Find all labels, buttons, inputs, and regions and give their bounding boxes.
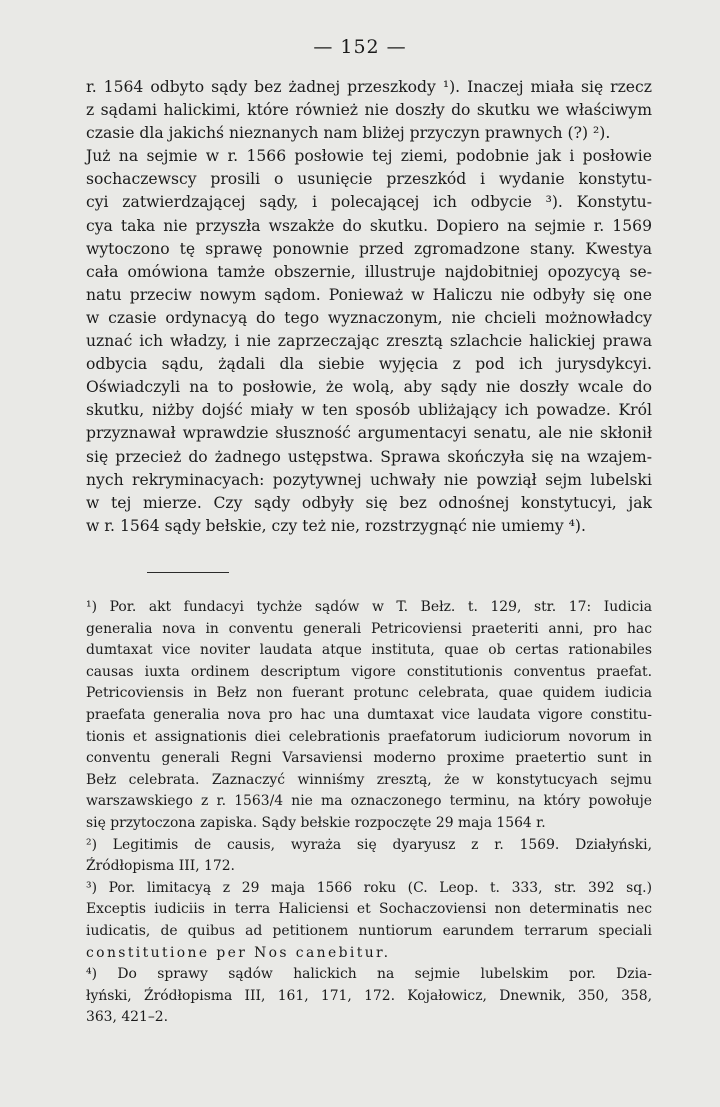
footnote-line: warszawskiego z r. 1563/4 nie ma oznaczonego terminu, na który powołuje [86, 793, 652, 810]
body-line: w r. 1564 sądy bełskie, czy też nie, rozstrzygnąć nie umiemy ⁴). [86, 516, 586, 535]
body-line: Już na sejmie w r. 1566 posłowie tej ziemi, podobnie jak i posłowie [86, 147, 652, 166]
footnote-line: tionis et assignationis diei celebrationis praefatorum iudiciorum novorum in [86, 728, 652, 745]
footnote-line: conventu generali Regni Varsaviensi moderno proxime praetertio sunt in [86, 750, 652, 767]
body-line: w tej mierze. Czy sądy odbyły się bez odnośnej konstytucyi, jak [86, 493, 652, 512]
footnote-line: 363, 421–2. [86, 1009, 169, 1026]
footnotes [86, 597, 652, 1029]
body-line: w czasie ordynacyą do tego wyznaczonym, nie chcieli możnowładcy [86, 308, 652, 327]
body-line: przyznawał wprawdzie słuszność argumentacyi senatu, ale nie skłonił [86, 424, 652, 443]
body-line: nych rekryminacyach: pozytywnej uchwały nie powziął sejm lubelski [86, 470, 652, 489]
body-line: skutku, niżby dojść miały w ten sposób ubliżający ich powadze. Król [86, 401, 652, 420]
body-line: czasie dla jakichś nieznanych nam bliżej przyczyn prawnych (?) ²). [86, 124, 611, 143]
footnote-line: dumtaxat vice noviter laudata atque instituta, quae ob certas rationabiles [86, 642, 652, 659]
footnote-line: Exceptis iudiciis in terra Haliciensi et Sochaczoviensi non determinatis nec [86, 901, 652, 918]
footnote-1 [86, 597, 652, 835]
body-line: z sądami halickimi, które również nie doszły do skutku we właściwym [86, 101, 652, 120]
footnote-3 [86, 878, 652, 964]
footnote-line: constitutione per Nos canebitur. [86, 944, 391, 961]
footnote-line: iudicatis, de quibus ad petitionem nuntiorum earundem terrarum speciali [86, 922, 652, 939]
body-line: wytoczono tę sprawę ponownie przed zgromadzone stany. Kwestya [86, 239, 652, 258]
body-line: sochaczewscy prosili o usunięcie przeszkód i wydanie konstytu- [86, 170, 652, 189]
footnote-line: ⁴) Do sprawy sądów halickich na sejmie lubelskim por. Dzia- [86, 966, 652, 983]
main-text [86, 76, 652, 538]
body-line: natu przeciw nowym sądom. Ponieważ w Haliczu nie odbyły się one [86, 285, 652, 304]
footnote-line: się przytoczona zapiska. Sądy bełskie rozpoczęte 29 maja 1564 r. [86, 814, 546, 831]
body-line: cyi zatwierdzającej sądy, i polecającej ich odbycie ³). Konstytu- [86, 193, 652, 212]
footnote-line: Petricoviensis in Bełz non fuerant protunc celebrata, quae quidem iudicia [86, 685, 652, 702]
footnote-line: generalia nova in conventu generali Petricoviensi praeteriti anni, pro hac [86, 620, 652, 637]
footnote-line: ¹) Por. akt fundacyi tychże sądów w T. Bełz. t. 129, str. 17: Iudicia [86, 599, 652, 615]
footnote-line: łyński, Źródłopisma III, 161, 171, 172. Kojałowicz, Dnewnik, 350, 358, [86, 987, 652, 1004]
footnote-2 [86, 835, 652, 878]
body-line: się przecież do żadnego ustępstwa. Sprawa skończyła się na wzajem- [86, 447, 652, 466]
footnote-line: Bełz celebrata. Zaznaczyć winniśmy zresztą, że w konstytucyach sejmu [86, 771, 652, 788]
footnote-4 [86, 964, 652, 1029]
page-number: — 152 — [313, 36, 407, 58]
footnote-line: causas iuxta ordinem descriptum vigore constitutionis conventus praefat. [86, 663, 652, 680]
body-line: r. 1564 odbyto sądy bez żadnej przeszkody ¹). Inaczej miała się rzecz [86, 78, 652, 96]
body-line: cała omówiona tamże obszernie, illustruje najdobitniej opozycyą se- [86, 262, 652, 281]
footnote-line: ³) Por. limitacyą z 29 maja 1566 roku (C. Leop. t. 333, str. 392 sq.) [86, 879, 652, 896]
footnote-divider [147, 572, 229, 573]
footnote-line: Źródłopisma III, 172. [86, 858, 235, 875]
body-line: odbycia sądu, żądali dla siebie wyjęcia z pod ich jurysdykcyi. [86, 355, 652, 374]
body-line: Oświadczyli na to posłowie, że wolą, aby sądy nie doszły wcale do [86, 378, 652, 397]
footnote-line: ²) Legitimis de causis, wyraża się dyaryusz z r. 1569. Działyński, [86, 836, 652, 853]
body-line: cya taka nie przyszła wszakże do skutku. Dopiero na sejmie r. 1569 [86, 216, 652, 235]
body-line: uznać ich władzy, i nie zaprzeczając zresztą szlachcie halickiej prawa [86, 332, 652, 351]
footnote-line: praefata generalia nova pro hac una dumtaxat vice laudata vigore constitu- [86, 706, 652, 723]
